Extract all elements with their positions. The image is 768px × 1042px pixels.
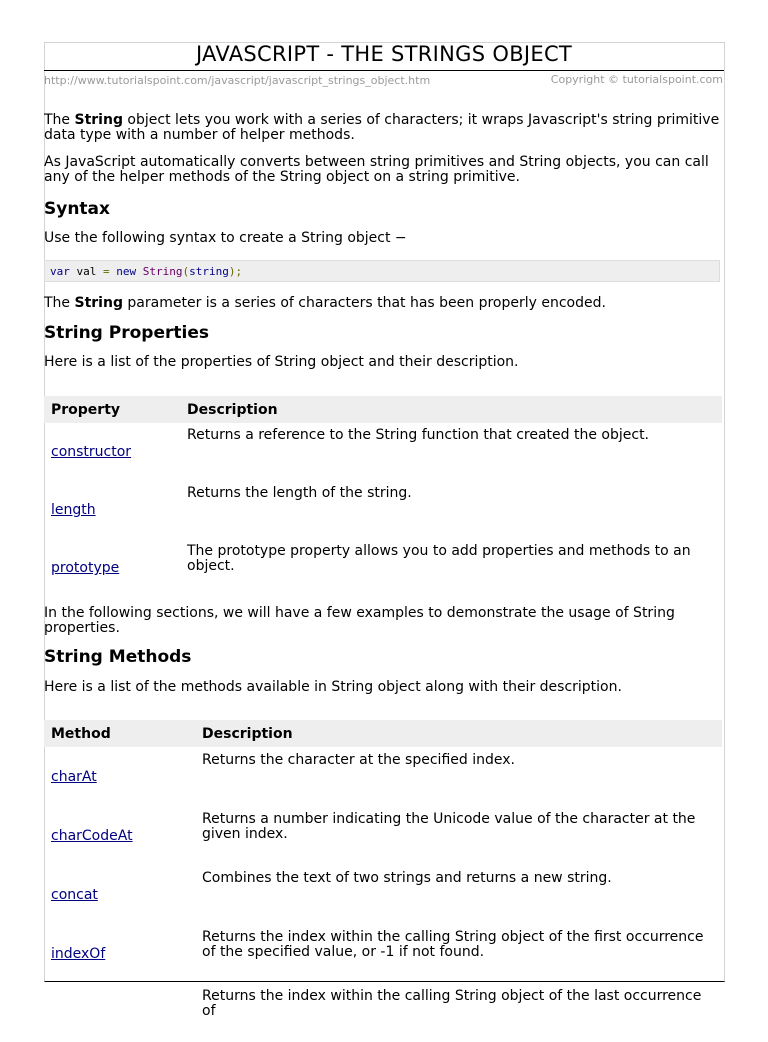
method-link-charAt[interactable]: charAt [51, 768, 97, 785]
source-url: http://www.tutorialspoint.com/javascript/javascript_strings_object.htm [44, 74, 431, 87]
intro-paragraph-2: As JavaScript automatically converts between string primitives and String objects, you can call any of the helper methods of the String object on a string primitive. [44, 154, 709, 185]
syntax-intro: Use the following syntax to create a String object − [44, 230, 407, 246]
parameter-description: The String parameter is a series of characters that has been properly encoded. [44, 295, 606, 311]
methods-intro: Here is a list of the methods available in String object along with their description. [44, 679, 622, 695]
table-row [44, 539, 722, 597]
table-row [44, 423, 722, 481]
table-header-row [44, 396, 722, 423]
method-link-charCodeAt[interactable]: charCodeAt [51, 827, 133, 844]
property-link-prototype[interactable]: prototype [51, 560, 120, 576]
property-link-length[interactable]: length [51, 502, 96, 518]
string-keyword: String [74, 112, 123, 128]
method-description: Returns the character at the specified index. [202, 752, 515, 768]
column-header-description: Description [195, 720, 722, 747]
title-divider [44, 70, 724, 71]
column-header-method: Method [44, 720, 195, 747]
properties-outro: In the following sections, we will have a few examples to demonstrate the usage of String properties. [44, 605, 675, 636]
method-description: Returns the index within the calling String object of the last occurrence of [202, 988, 702, 1019]
methods-table [44, 720, 722, 1042]
table-row [44, 924, 722, 983]
table-row [44, 983, 722, 1042]
methods-heading: String Methods [44, 647, 192, 667]
method-link-indexOf[interactable]: indexOf [51, 945, 106, 962]
properties-heading: String Properties [44, 323, 209, 343]
column-header-description: Description [180, 396, 722, 423]
page-title: JAVASCRIPT - THE STRINGS OBJECT [195, 42, 573, 66]
column-header-property: Property [44, 396, 180, 423]
table-row [44, 481, 722, 539]
table-header-row [44, 720, 722, 747]
method-description: Combines the text of two strings and returns a new string. [202, 870, 612, 886]
method-description: Returns the index within the calling String object of the first occurrence of the specified value, or -1 if not found. [202, 929, 704, 960]
table-row [44, 865, 722, 924]
property-description: The prototype property allows you to add properties and methods to an object. [187, 543, 691, 574]
properties-table [44, 396, 722, 597]
table-row [44, 806, 722, 865]
intro-paragraph-1: The String object lets you work with a series of characters; it wraps Javascript's string primitive data type with a number of helper methods. [44, 112, 720, 143]
code-block: var val = new String(string); [44, 260, 720, 282]
method-link-concat[interactable]: concat [51, 886, 98, 903]
table-row [44, 747, 722, 806]
method-description: Returns a number indicating the Unicode value of the character at the given index. [202, 811, 696, 842]
properties-intro: Here is a list of the properties of String object and their description. [44, 354, 519, 370]
copyright-notice: Copyright © tutorialspoint.com [550, 73, 723, 86]
property-description: Returns the length of the string. [187, 485, 412, 501]
property-description: Returns a reference to the String function that created the object. [187, 427, 650, 443]
syntax-heading: Syntax [44, 199, 110, 219]
property-link-constructor[interactable]: constructor [51, 444, 132, 460]
